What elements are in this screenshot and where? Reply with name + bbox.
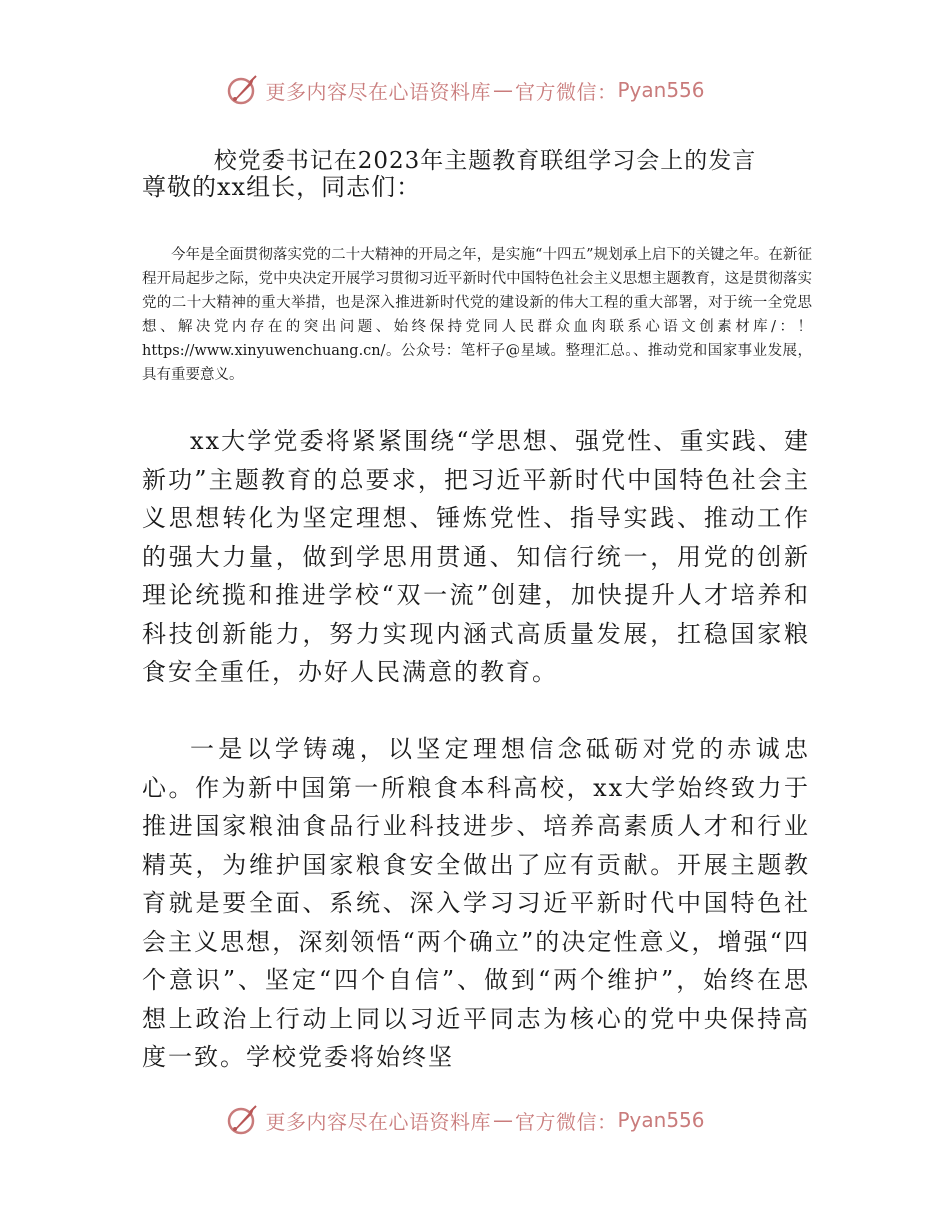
body-paragraph: xx大学党委将紧紧围绕“学思想、强党性、重实践、建新功”主题教育的总要求，把习近平新时代中国特色社会主义思想转化为坚定理想、锤炼党性、指导实践、推动工作的强大力量，做到学思用贯通、知信行统一，用党的创新理论统揽和推进学校“双一流”创建，加快提升人才培养和科技创新能力，努力实现内涵式高质量发展，扛稳国家粮食安全重任，办好人民满意的教育。 xyxy=(142,427,810,686)
document-title: 校党委书记在2023年主题教育联组学习会上的发言 xyxy=(213,148,757,174)
banner-wechat-id: Pyan556 xyxy=(617,78,705,102)
body-paragraph: 一是以学铸魂，以坚定理想信念砥砺对党的赤诚忠心。作为新中国第一所粮食本科高校，xx大学始终致力于推进国家粮油食品行业科技进步、培养高素质人才和行业精英，为维护国家粮食安全做出了应有贡献。开展主题教育就是要全面、系统、深入学习习近平新时代中国特色社会主义思想，深刻领悟“两个确立”的决定性意义，增强“四个意识”、坚定“四个自信”、做到“两个维护”，始终在思想上政治上行动上同以习近平同志为核心的党中央保持高度一致。学校党委将始终坚 xyxy=(142,735,810,1071)
banner-separator: — xyxy=(492,1108,513,1132)
header-banner xyxy=(0,70,950,110)
quill-pen-logo-icon xyxy=(225,1103,259,1137)
salutation: 尊敬的xx组长，同志们： xyxy=(142,173,422,201)
footer-banner xyxy=(0,1100,950,1140)
banner-wechat-label: 官方微信： xyxy=(514,1109,618,1134)
intro-paragraph: 今年是全面贯彻落实党的二十大精神的开局之年，是实施“十四五”规划承上启下的关键之年。在新征程开局起步之际，党中央决定开展学习贯彻习近平新时代中国特色社会主义思想主题教育，这是贯彻落实党的二十大精神的重大举措，也是深入推进新时代党的建设新的伟大工程的重大部署，对于统一全党思想、解决党内存在的突出问题、始终保持党同人民群众血肉联系心语文创素材库/：！https://www.xinyuwenchuang.cn/。公众号：笔杆子@星域。整理汇总。、推动党和国家事业发展，具有重要意义。 xyxy=(142,247,812,383)
banner-slogan: 更多内容尽在心语资料库 xyxy=(265,1109,491,1134)
banner-wechat-id: Pyan556 xyxy=(617,1108,705,1132)
quill-pen-logo-icon xyxy=(225,73,259,107)
banner-slogan: 更多内容尽在心语资料库 xyxy=(265,79,491,104)
banner-separator: — xyxy=(492,78,513,102)
banner-wechat-label: 官方微信： xyxy=(514,79,618,104)
